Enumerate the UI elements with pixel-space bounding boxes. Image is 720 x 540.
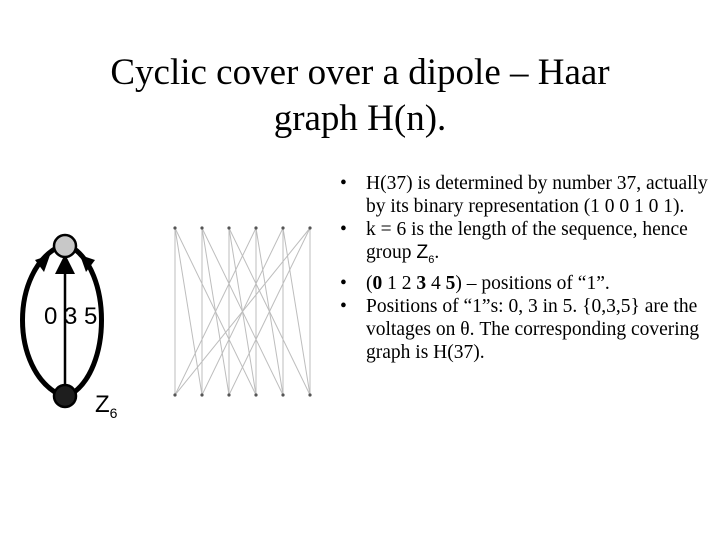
haar-top-vertex — [227, 226, 230, 229]
haar-bottom-vertex — [254, 393, 257, 396]
haar-top-vertex — [281, 226, 284, 229]
group-subscript: 6 — [109, 405, 118, 420]
voltage-labels: 0 3 5 — [44, 303, 98, 330]
bullet-icon: • — [340, 295, 347, 317]
title-line-1: Cyclic cover over a dipole – Haar — [110, 52, 610, 93]
haar-bottom-vertex — [281, 393, 284, 396]
haar-bottom-vertex — [308, 393, 311, 396]
bullet-icon: • — [340, 173, 347, 194]
haar-top-vertex — [308, 226, 311, 229]
haar-edge — [283, 228, 310, 395]
dipole-bottom-vertex — [54, 385, 76, 407]
haar-top-vertex — [254, 226, 257, 229]
bullet-icon: • — [340, 219, 347, 240]
haar-bottom-vertex — [173, 393, 176, 396]
haar-bottom-vertex — [227, 393, 230, 396]
haar-edges — [175, 228, 310, 395]
haar-graph — [130, 215, 335, 405]
bullet-item-3: • (0 1 2 3 4 5) – positions of “1”. — [340, 272, 610, 294]
bullet-icon: • — [340, 272, 347, 294]
bullet-item-2: • k = 6 is the length of the sequence, hence group $Z_6$. — [340, 219, 688, 266]
haar-edge — [175, 228, 202, 395]
group-symbol: $Z_6$ — [416, 241, 435, 266]
dipole-top-vertex — [54, 235, 76, 257]
slide-title — [0, 50, 720, 142]
haar-bottom-vertex — [200, 393, 203, 396]
group-label: $Z_6$ — [95, 391, 118, 420]
dipole-diagram — [0, 220, 135, 420]
bullet-list — [338, 172, 710, 364]
haar-top-vertex — [173, 226, 176, 229]
title-line-2: graph H(n). — [273, 98, 447, 139]
bullet-item-1: • H(37) is determined by number 37, actually by its binary representation (1 0 0 1 0 1). — [340, 173, 708, 217]
haar-top-vertex — [200, 226, 203, 229]
bullet-item-4: • Positions of “1”s: 0, 3 in 5. {0,3,5} are the voltages on θ. The corresponding covering graph is H(37). — [340, 295, 700, 363]
